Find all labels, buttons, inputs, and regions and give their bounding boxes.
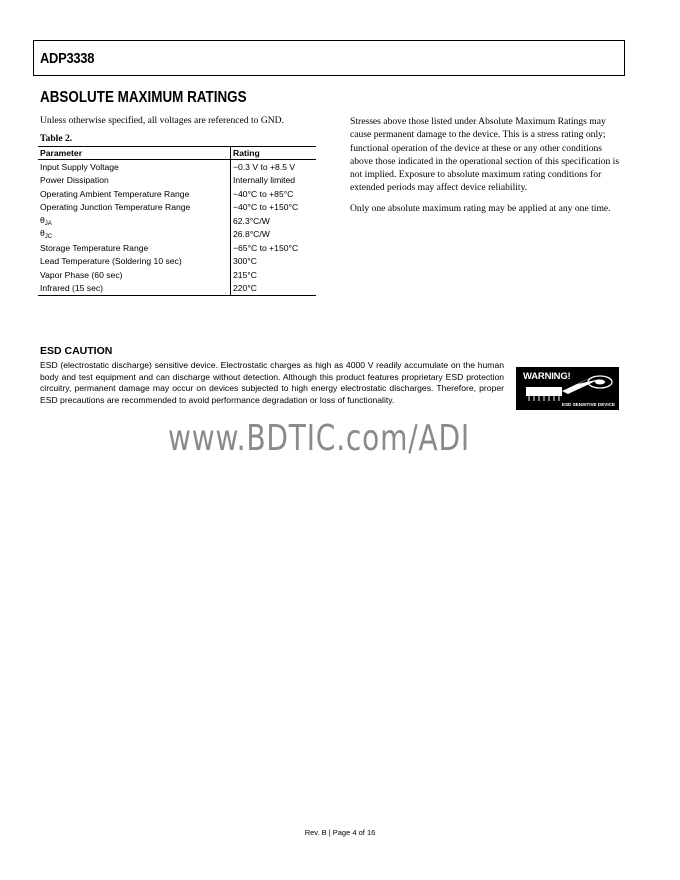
header-box [33, 40, 625, 76]
table-header-row [38, 147, 316, 160]
theta-symbol: θ [40, 214, 45, 225]
watermark: www.BDTIC.com/ADI [168, 418, 470, 459]
table-row [38, 282, 316, 296]
table-row [38, 160, 316, 174]
esd-caution-text: ESD (electrostatic discharge) sensitive device. Electrostatic charges as high as 4000 V readily accumulate on the human body and test equipment and can discharge without detection. Although this product features proprietary ESD protection circuitry, permanent damage may occur on devices subjected to high energy electrostatic discharges. Therefore, proper ESD precautions are recommended to avoid performance degradation or loss of functionality. [40, 360, 504, 405]
esd-caution-title: ESD CAUTION [40, 345, 113, 357]
rating-cell: 62.3°C/W [233, 215, 270, 226]
theta-subscript: JA [44, 220, 52, 227]
table-row [38, 214, 316, 228]
badge-label: ESD SENSITIVE DEVICE [561, 402, 615, 407]
parameter-cell: Infrared (15 sec) [38, 282, 231, 296]
column-header-parameter: Parameter [38, 147, 231, 160]
theta-subscript: JC [44, 234, 53, 241]
rating-cell: Internally limited [233, 175, 296, 186]
table-row [38, 228, 316, 242]
parameter-cell: Operating Ambient Temperature Range [38, 187, 231, 201]
table-caption: Table 2. [40, 133, 73, 144]
section-title: ABSOLUTE MAXIMUM RATINGS [40, 89, 247, 106]
theta-symbol: θ [40, 228, 45, 239]
rating-cell: −65°C to +150°C [233, 242, 299, 253]
table-row [38, 187, 316, 201]
parameter-cell: Storage Temperature Range [38, 241, 231, 255]
stress-paragraph: Stresses above those listed under Absolute Maximum Ratings may cause permanent damage to the device. This is a stress rating only; functional operation of the device at these or any other conditions above those indicated in the operational section of this specification is not implied. Exposure to absolute maximum rating conditions for extended periods may affect device reliability. [350, 116, 620, 194]
table-row [38, 255, 316, 269]
badge-warning-text: WARNING! [523, 371, 571, 382]
rating-cell: −40°C to +85°C [233, 188, 294, 199]
column-header-rating: Rating [231, 147, 317, 160]
rating-cell: 300°C [233, 256, 257, 267]
rating-cell: 215°C [233, 269, 257, 280]
rating-cell: 26.8°C/W [233, 229, 270, 240]
parameter-cell: Vapor Phase (60 sec) [38, 268, 231, 282]
table-row [38, 268, 316, 282]
ratings-table [38, 146, 316, 296]
rating-cell: −40°C to +150°C [233, 202, 299, 213]
table-row [38, 201, 316, 215]
parameter-cell: Input Supply Voltage [38, 160, 231, 174]
esd-warning-badge [516, 367, 619, 410]
stress-notes [350, 115, 625, 222]
intro-text: Unless otherwise specified, all voltages are referenced to GND. [40, 115, 285, 126]
rating-cell: 220°C [231, 282, 317, 296]
table-row [38, 241, 316, 255]
rating-cell: −0.3 V to +8.5 V [233, 161, 296, 172]
single-rating-paragraph: Only one absolute maximum rating may be applied at any one time. [350, 202, 611, 214]
parameter-cell: Operating Junction Temperature Range [38, 201, 231, 215]
parameter-cell: Lead Temperature (Soldering 10 sec) [38, 255, 231, 269]
table-row [38, 174, 316, 188]
parameter-cell [38, 214, 231, 228]
parameter-cell [38, 228, 231, 242]
part-number: ADP3338 [40, 50, 95, 67]
page-footer: Rev. B | Page 4 of 16 [304, 828, 376, 837]
parameter-cell: Power Dissipation [38, 174, 231, 188]
